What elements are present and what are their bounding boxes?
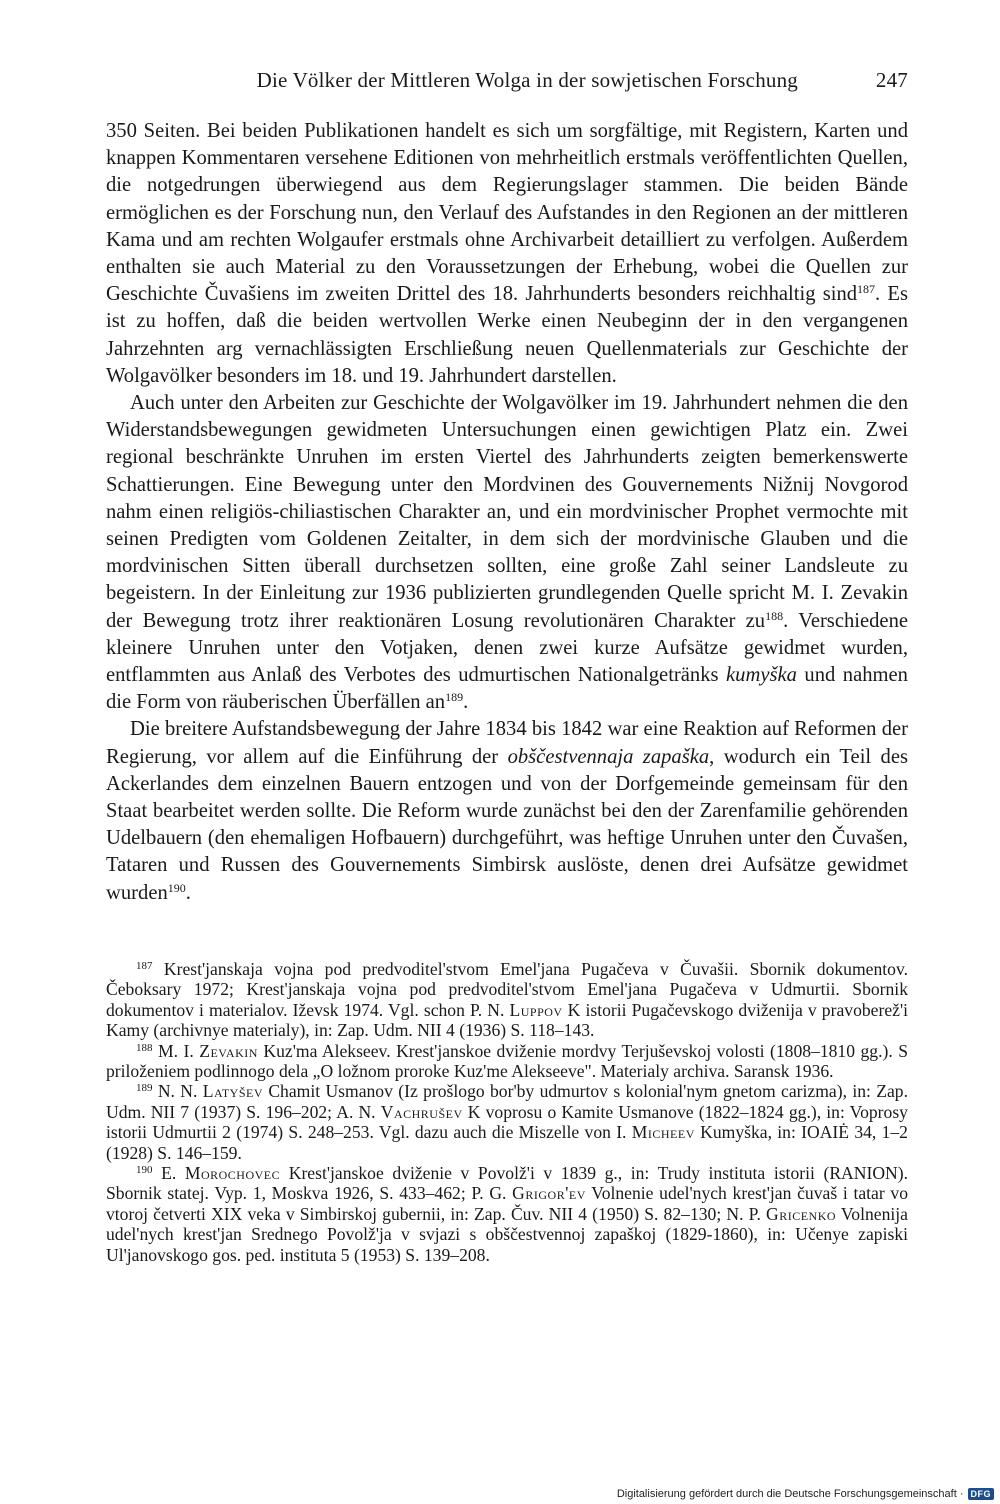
paragraph (106, 390, 908, 716)
dfg-logo: DFG (968, 1488, 995, 1500)
footnote-reference: 190 (167, 880, 186, 895)
footnotes (106, 959, 908, 1265)
text-run: Volnenie udel'nych krest'jan čuvaš i tatar vo vtoroj četverti XIX veka v Simbirskoj gubernii, in: Zap. Čuv. NII 4 (1950) S. 82–130; N. P. (106, 1183, 909, 1224)
text-run: , wodurch ein Teil des Ackerlandes dem einzelnen Bauern entzogen und von der Dorfgemeinde gemeinsam für den Staat bearbeitet werden sollte. Die Reform wurde zunächst bei den der Zarenfamilie gehörenden Udelbauern (den ehemaligen Hofbauern) durchgeführt, was heftige Unruhen unter den Čuvašen, Tataren und Russen des Gouvernements Simbirsk auslöste, denen drei Aufsätze gewidmet wurden (106, 745, 908, 904)
credit-text: Digitalisierung gefördert durch die Deutsche Forschungsgemeinschaft · (616, 1488, 964, 1500)
text-run: . Verschiedene kleinere Unruhen unter den Votjaken, denen zwei kurze Aufsätze gewidmet wurden, entflammten aus Anlaß des Verbotes des udmurtischen Nationalgetränks (106, 609, 909, 687)
author-name: Gricenko (766, 1203, 837, 1224)
text-run: M. I. (157, 1040, 200, 1061)
text-run: 350 Seiten. Bei beiden Publikationen handelt es sich um sorgfältige, mit Registern, Karten und knappen Kommentaren versehene Editionen von mehrheitlich erstmals veröffentlichten Quellen, die notgedrungen überwiegend aus dem Regierungslager stammen. Die beiden Bände ermöglichen es der Forschung nun, den Verlauf des Aufstandes in den Regionen an der mittleren Kama und am rechten Wolgaufer erstmals ohne Archivarbeit detailliert zu verfolgen. Außerdem enthalten sie auch Material zu den Voraussetzungen der Erhebung, wobei die Quellen zur Geschichte Čuvašiens im zweiten Drittel des 18. Jahrhunderts besonders reichhaltig sind (106, 120, 908, 306)
text-run: Die breitere Aufstandsbewegung der Jahre 1834 bis 1842 war eine Reaktion auf Reformen der Regierung, vor allem auf die Einführung der (106, 718, 908, 768)
author-name: Micheev (631, 1122, 695, 1143)
footnote-number: 187 (136, 959, 153, 972)
italic-term: obščestvennaja zapaška (507, 745, 710, 768)
author-name: Luppov (509, 999, 563, 1020)
text-run: Kuz'ma Alekseev. Krest'janskoe dviženie mordvy Terjuševskoj volosti (1808–1810 gg.). S priloženiem podlinnogo dela „O ložnom proroke Kuz'me Alekseeve". Materialy archiva. Saransk 1936. (106, 1040, 908, 1081)
text-run: . (463, 691, 469, 714)
text-run: Auch unter den Arbeiten zur Geschichte der Wolgavölker im 19. Jahrhundert nehmen die den Widerstandsbewegungen gewidmeten Untersuchungen einen gewichtigen Platz ein. Zwei regional beschränkte Unruhen im ersten Viertel des Jahrhunderts zeigten bemerkenswerte Schattierungen. Eine Bewegung unter den Mordvinen des Gouvernements Nižnij Novgorod nahm einen religiös-chiliastischen Charakter an, und ein mordvinischer Prophet vermochte mit seinen Predigten vom Goldenen Zeitalter, in dem sich der mordvinische Glauben und die mordvinischen Sitten überall durchsetzen sollten, eine große Zahl seiner Landsleute zu begeistern. In der Einleitung zur 1936 publizierten grundlegenden Quelle spricht M. I. Zevakin der Bewegung trotz ihrer reaktionären Losung revolutionären Charakter zu (106, 392, 908, 632)
author-name: Grigor'ev (512, 1183, 586, 1204)
paragraph (106, 118, 908, 390)
author-name: Vachrušev (380, 1101, 463, 1122)
text-run: E. (161, 1162, 185, 1183)
text-run: N. N. (157, 1081, 203, 1102)
footnote-reference: 187 (857, 282, 876, 297)
text-run: K istorii Pugačevskogo dviženija v pravoberež'i Kamy (archivnye materialy), in: Zap. Udm. NII 4 (1936) S. 118–143. (106, 999, 909, 1041)
footnote (106, 1041, 908, 1082)
author-name: Zevakin (199, 1040, 258, 1061)
author-name: Morochovec (184, 1162, 281, 1183)
footnote-reference: 188 (765, 608, 784, 623)
footnote (106, 959, 908, 1041)
page (106, 64, 908, 1265)
text-run: Kumyška, in: IOAIĖ 34, 1–2 (1928) S. 146–159. (106, 1122, 908, 1163)
footnote-number: 188 (136, 1041, 153, 1054)
author-name: Latyšev (202, 1081, 263, 1102)
text-run: und nahmen die Form von räuberischen Überfällen an (106, 664, 908, 714)
body-text (106, 118, 908, 907)
footnote-reference: 189 (445, 690, 464, 705)
italic-term: kumyška (726, 664, 797, 687)
footnote (106, 1163, 908, 1265)
footnote (106, 1081, 908, 1163)
footnote-number: 189 (136, 1082, 153, 1095)
page-number: 247 (875, 68, 908, 92)
text-run: Volnenija udel'nych krest'jan Srednego Povolž'ja v svjazi s obščestvennoj zapaškoj (1829-1860), in: Učenye zapiski Ul'janovskogo gos. ped. instituta 5 (1953) S. 139–208. (106, 1203, 908, 1265)
running-header (106, 64, 908, 100)
footnote-number: 190 (136, 1163, 153, 1176)
text-run: Krest'janskaja vojna pod predvoditel'stvom Emel'jana Pugačeva v Čuvašii. Sbornik dokumentov. Čeboksary 1972; Krest'janskaja vojna pod predvoditel'stvom Emel'jana Pugačeva v Udmurtii. Sbornik dokumentov i materialov. Iževsk 1974. Vgl. schon P. N. (106, 958, 908, 1020)
running-title: Die Völker der Mittleren Wolga in der sowjetischen Forschung (256, 68, 798, 92)
text-run: Krest'janskoe dviženie v Povolž'i v 1839 g., in: Trudy instituta istorii (RANION). Sbornik statej. Vyp. 1, Moskva 1926, S. 433–462; P. G. (106, 1162, 908, 1204)
text-run: K voprosu o Kamite Usmanove (1822–1824 gg.), in: Voprosy istorii Udmurtii 2 (1974) S. 248–253. Vgl. dazu auch die Miszelle von I. (106, 1101, 908, 1143)
text-run: Chamit Usmanov (Iz prošlogo bor'by udmurtov s kolonial'nym gnetom carizma), in: Zap. Udm. NII 7 (1937) S. 196–202; A. N. (106, 1081, 908, 1122)
paragraph (106, 716, 908, 906)
text-run: . (185, 881, 191, 904)
digitization-credit (617, 1488, 994, 1500)
text-run: . Es ist zu hoffen, daß die beiden wertvollen Werke einen Neubeginn der in den vergangenen Jahrzehnten arg vernachlässigten Erschließung neuen Quellenmaterials zur Geschichte der Wolgavölker besonders im 18. und 19. Jahrhundert darstellen. (106, 283, 909, 387)
